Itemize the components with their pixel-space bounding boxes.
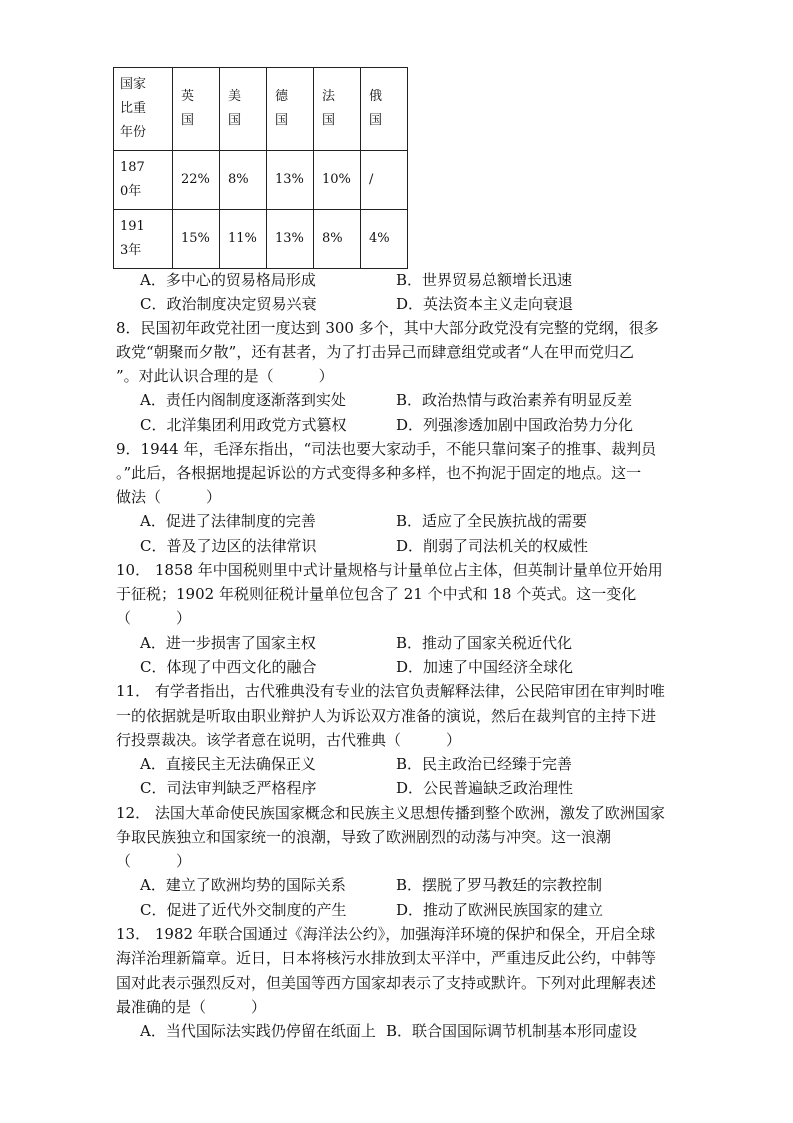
trade-share-table bbox=[113, 67, 408, 269]
country-header-cell: 英国 bbox=[173, 68, 220, 151]
value-cell: 8% bbox=[220, 151, 267, 210]
table-row bbox=[114, 210, 408, 269]
q9-option-d[interactable]: D．削弱了司法机关的权威性 bbox=[396, 537, 589, 555]
q8-stem-line: ”。对此认识合理的是（ ） bbox=[116, 367, 334, 385]
q10-option-b[interactable]: B．推动了国家关税近代化 bbox=[396, 634, 573, 652]
q11-option-a[interactable]: A．直接民主无法确保正义 bbox=[140, 755, 316, 773]
country-header-cell: 俄国 bbox=[361, 68, 408, 151]
q12-option-b[interactable]: B．摆脱了罗马教廷的宗教控制 bbox=[396, 876, 603, 894]
q8-stem-line: 8．民国初年政党社团一度达到 300 多个，其中大部分政党没有完整的党纲，很多 bbox=[116, 319, 659, 337]
q13-stem-line: 最准确的是（ ） bbox=[116, 998, 267, 1016]
q8-option-a[interactable]: A．责任内阁制度逐渐落到实处 bbox=[140, 391, 346, 409]
country-header-cell: 法国 bbox=[314, 68, 361, 151]
q13-stem-line: 海洋治理新篇章。近日，日本将核污水排放到太平洋中，严重违反此公约，中韩等 bbox=[116, 949, 657, 967]
q11-option-c[interactable]: C．司法审判缺乏严格程序 bbox=[140, 779, 317, 797]
q11-option-d[interactable]: D．公民普遍缺乏政治理性 bbox=[396, 779, 574, 797]
value-cell: 4% bbox=[361, 210, 408, 269]
value-cell: 13% bbox=[267, 210, 314, 269]
q11-stem-line: 行投票裁决。该学者意在说明，古代雅典（ ） bbox=[116, 731, 462, 749]
q7-option-c[interactable]: C．政治制度决定贸易兴衰 bbox=[140, 295, 317, 313]
value-cell: 11% bbox=[220, 210, 267, 269]
value-cell: / bbox=[361, 151, 408, 210]
q7-option-b[interactable]: B．世界贸易总额增长迅速 bbox=[396, 271, 573, 289]
value-cell: 15% bbox=[173, 210, 220, 269]
q11-option-b[interactable]: B．民主政治已经臻于完善 bbox=[396, 755, 573, 773]
q8-stem-line: 政党“朝聚而夕散”，还有甚者，为了打击异己而肆意组党或者“人在甲而党归乙 bbox=[116, 343, 635, 361]
q9-stem-line: 。”此后，各根据地提起诉讼的方式变得多种多样，也不拘泥于固定的地点。这一 bbox=[116, 464, 642, 482]
year-cell: 1870年 bbox=[114, 151, 173, 210]
table-header-row bbox=[114, 68, 408, 151]
year-cell: 1913年 bbox=[114, 210, 173, 269]
country-header-cell: 德国 bbox=[267, 68, 314, 151]
q9-option-a[interactable]: A．促进了法律制度的完善 bbox=[140, 512, 316, 530]
q12-option-a[interactable]: A．建立了欧洲均势的国际关系 bbox=[140, 876, 346, 894]
q9-option-c[interactable]: C．普及了边区的法律常识 bbox=[140, 537, 317, 555]
q10-option-c[interactable]: C．体现了中西文化的融合 bbox=[140, 658, 317, 676]
q12-stem-line: 争取民族独立和国家统一的浪潮，导致了欧洲剧烈的动荡与冲突。这一浪潮 bbox=[116, 828, 612, 846]
value-cell: 8% bbox=[314, 210, 361, 269]
country-header-cell: 美国 bbox=[220, 68, 267, 151]
q10-option-a[interactable]: A．进一步损害了国家主权 bbox=[140, 634, 316, 652]
q10-option-d[interactable]: D．加速了中国经济全球化 bbox=[396, 658, 574, 676]
q13-stem-line: 国对此表示强烈反对，但美国等西方国家却表示了支持或默许。下列对此理解表述 bbox=[116, 974, 657, 992]
q12-stem-line: 12． 法国大革命使民族国家概念和民族主义思想传播到整个欧洲，激发了欧洲国家 bbox=[116, 804, 665, 822]
q10-stem-line: 10． 1858 年中国税则里中式计量规格与计量单位占主体，但英制计量单位开始用 bbox=[116, 561, 663, 579]
q13-stem-line: 13． 1982 年联合国通过《海洋法公约》，加强海洋环境的保护和保全，开启全球 bbox=[116, 925, 656, 943]
q10-stem-line: （ ） bbox=[116, 609, 192, 627]
q13-option-a[interactable]: A．当代国际法实践仍停留在纸面上 bbox=[140, 1022, 376, 1040]
table-corner-cell: 国家 比重 年份 bbox=[114, 68, 173, 151]
q9-option-b[interactable]: B．适应了全民族抗战的需要 bbox=[396, 512, 588, 530]
value-cell: 10% bbox=[314, 151, 361, 210]
value-cell: 22% bbox=[173, 151, 220, 210]
q11-stem-line: 一的依据就是听取由职业辩护人为诉讼双方准备的演说，然后在裁判官的主持下进 bbox=[116, 707, 657, 725]
q11-stem-line: 11． 有学者指出，古代雅典没有专业的法官负责解释法律，公民陪审团在审判时唯 bbox=[116, 682, 665, 700]
q12-option-c[interactable]: C．促进了近代外交制度的产生 bbox=[140, 901, 347, 919]
q10-stem-line: 于征税；1902 年税则征税计量单位包含了 21 个中式和 18 个英式。这一变化 bbox=[116, 585, 637, 603]
q12-option-d[interactable]: D．推动了欧洲民族国家的建立 bbox=[396, 901, 604, 919]
q9-stem-line: 做法（ ） bbox=[116, 488, 222, 506]
q13-option-b[interactable]: B．联合国国际调节机制基本形同虚设 bbox=[386, 1022, 638, 1040]
q7-option-a[interactable]: A．多中心的贸易格局形成 bbox=[140, 271, 316, 289]
table-row bbox=[114, 151, 408, 210]
q9-stem-line: 9．1944 年，毛泽东指出，“司法也要大家动手，不能只靠问案子的推事、裁判员 bbox=[116, 440, 657, 458]
q7-option-d[interactable]: D．英法资本主义走向衰退 bbox=[396, 295, 574, 313]
q8-option-c[interactable]: C．北洋集团利用政党方式篡权 bbox=[140, 416, 347, 434]
q8-option-b[interactable]: B．政治热情与政治素养有明显反差 bbox=[396, 391, 633, 409]
value-cell: 13% bbox=[267, 151, 314, 210]
q12-stem-line: （ ） bbox=[116, 852, 192, 870]
q8-option-d[interactable]: D．列强渗透加剧中国政治势力分化 bbox=[396, 416, 634, 434]
